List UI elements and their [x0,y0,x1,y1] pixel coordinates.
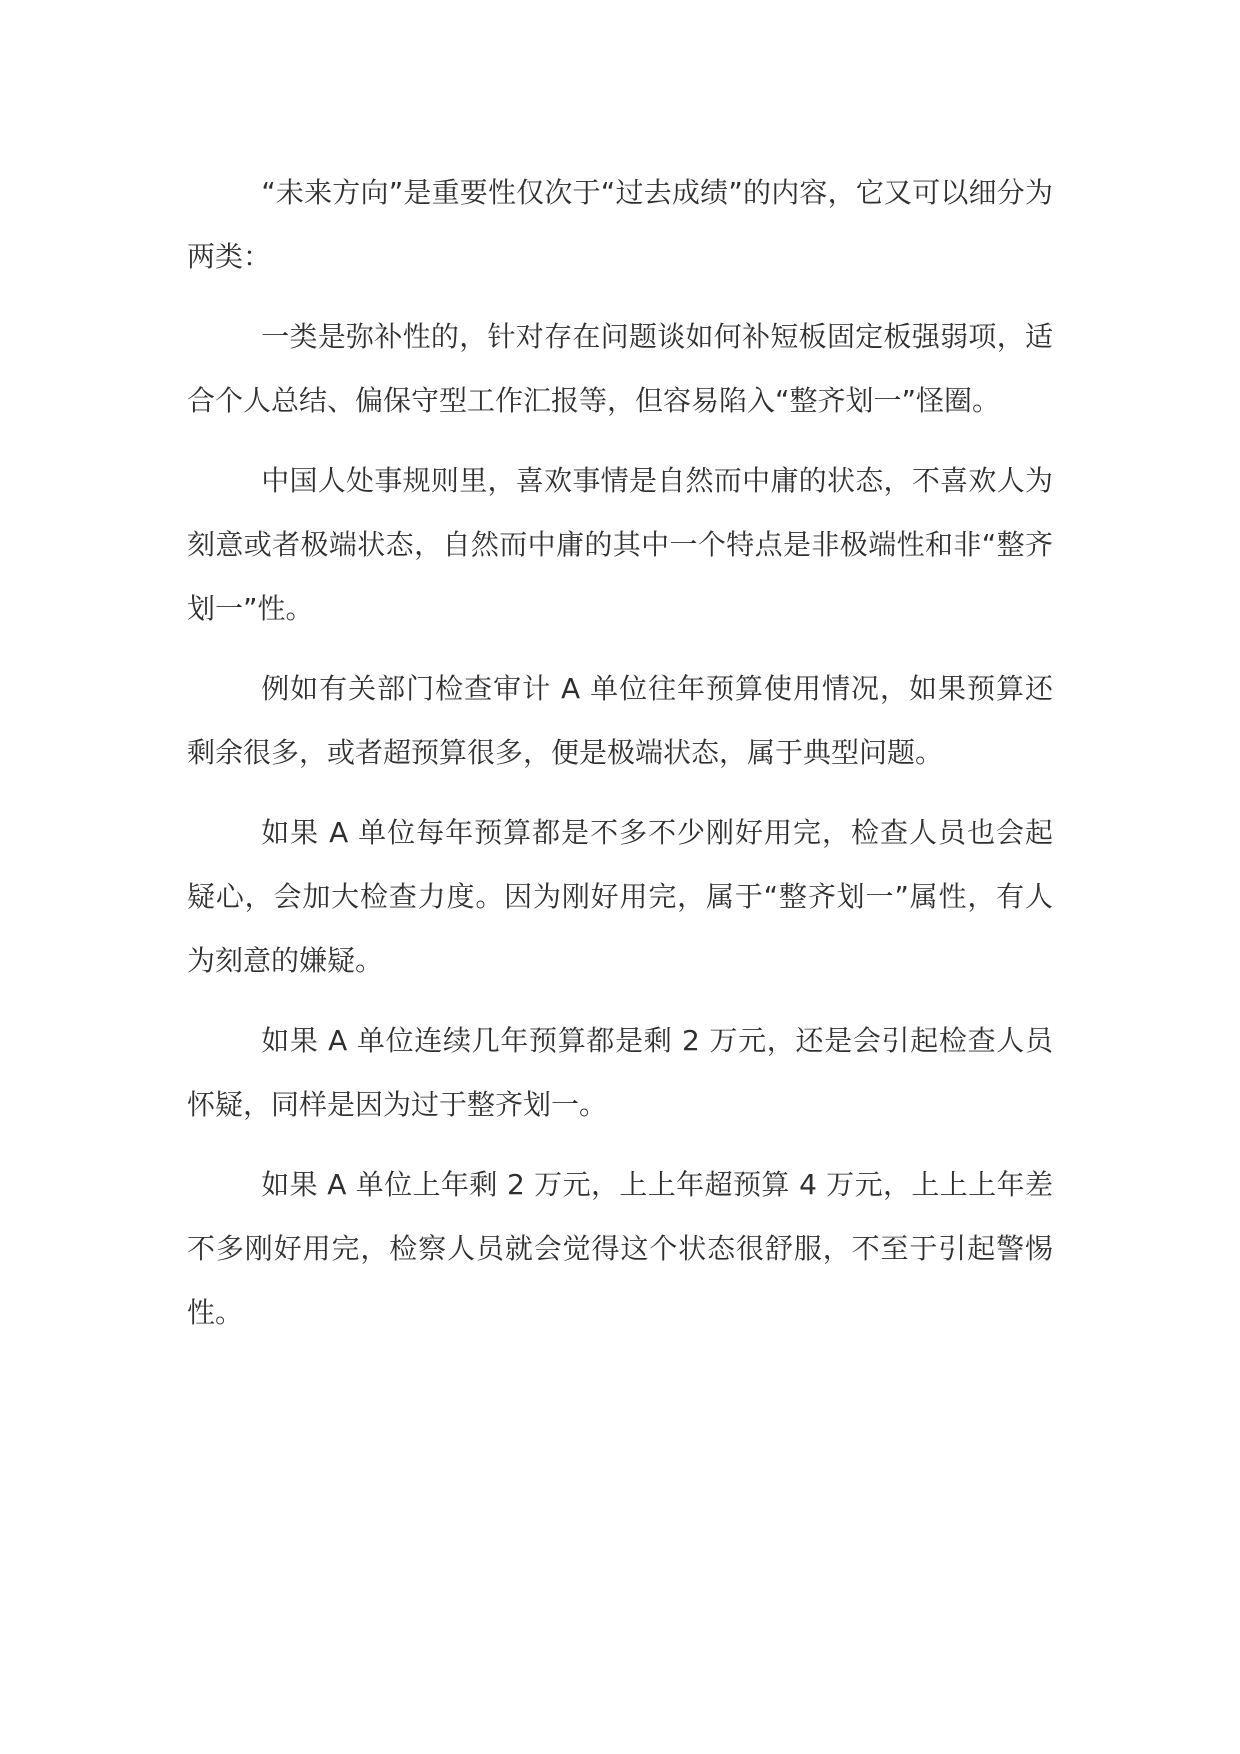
paragraph: 例如有关部门检查审计 A 单位往年预算使用情况，如果预算还剩余很多，或者超预算很多，便是极端状态，属于典型问题。 [187,672,1053,769]
paragraph: “未来方向”是重要性仅次于“过去成绩”的内容，它又可以细分为两类： [187,176,1053,273]
document-body [187,161,1053,1361]
paragraph: 一类是弥补性的，针对存在问题谈如何补短板固定板强弱项，适合个人总结、偏保守型工作汇报等，但容易陷入“整齐划一”怪圈。 [187,320,1053,417]
paragraph: 如果 A 单位上年剩 2 万元，上上年超预算 4 万元，上上上年差不多刚好用完，检察人员就会觉得这个状态很舒服，不至于引起警惕性。 [187,1168,1053,1329]
paragraph: 如果 A 单位连续几年预算都是剩 2 万元，还是会引起检查人员怀疑，同样是因为过于整齐划一。 [187,1024,1053,1121]
paragraph: 如果 A 单位每年预算都是不多不少刚好用完，检查人员也会起疑心，会加大检查力度。因为刚好用完，属于“整齐划一”属性，有人为刻意的嫌疑。 [187,816,1053,977]
paragraph: 中国人处事规则里，喜欢事情是自然而中庸的状态，不喜欢人为刻意或者极端状态，自然而中庸的其中一个特点是非极端性和非“整齐划一”性。 [187,464,1053,625]
